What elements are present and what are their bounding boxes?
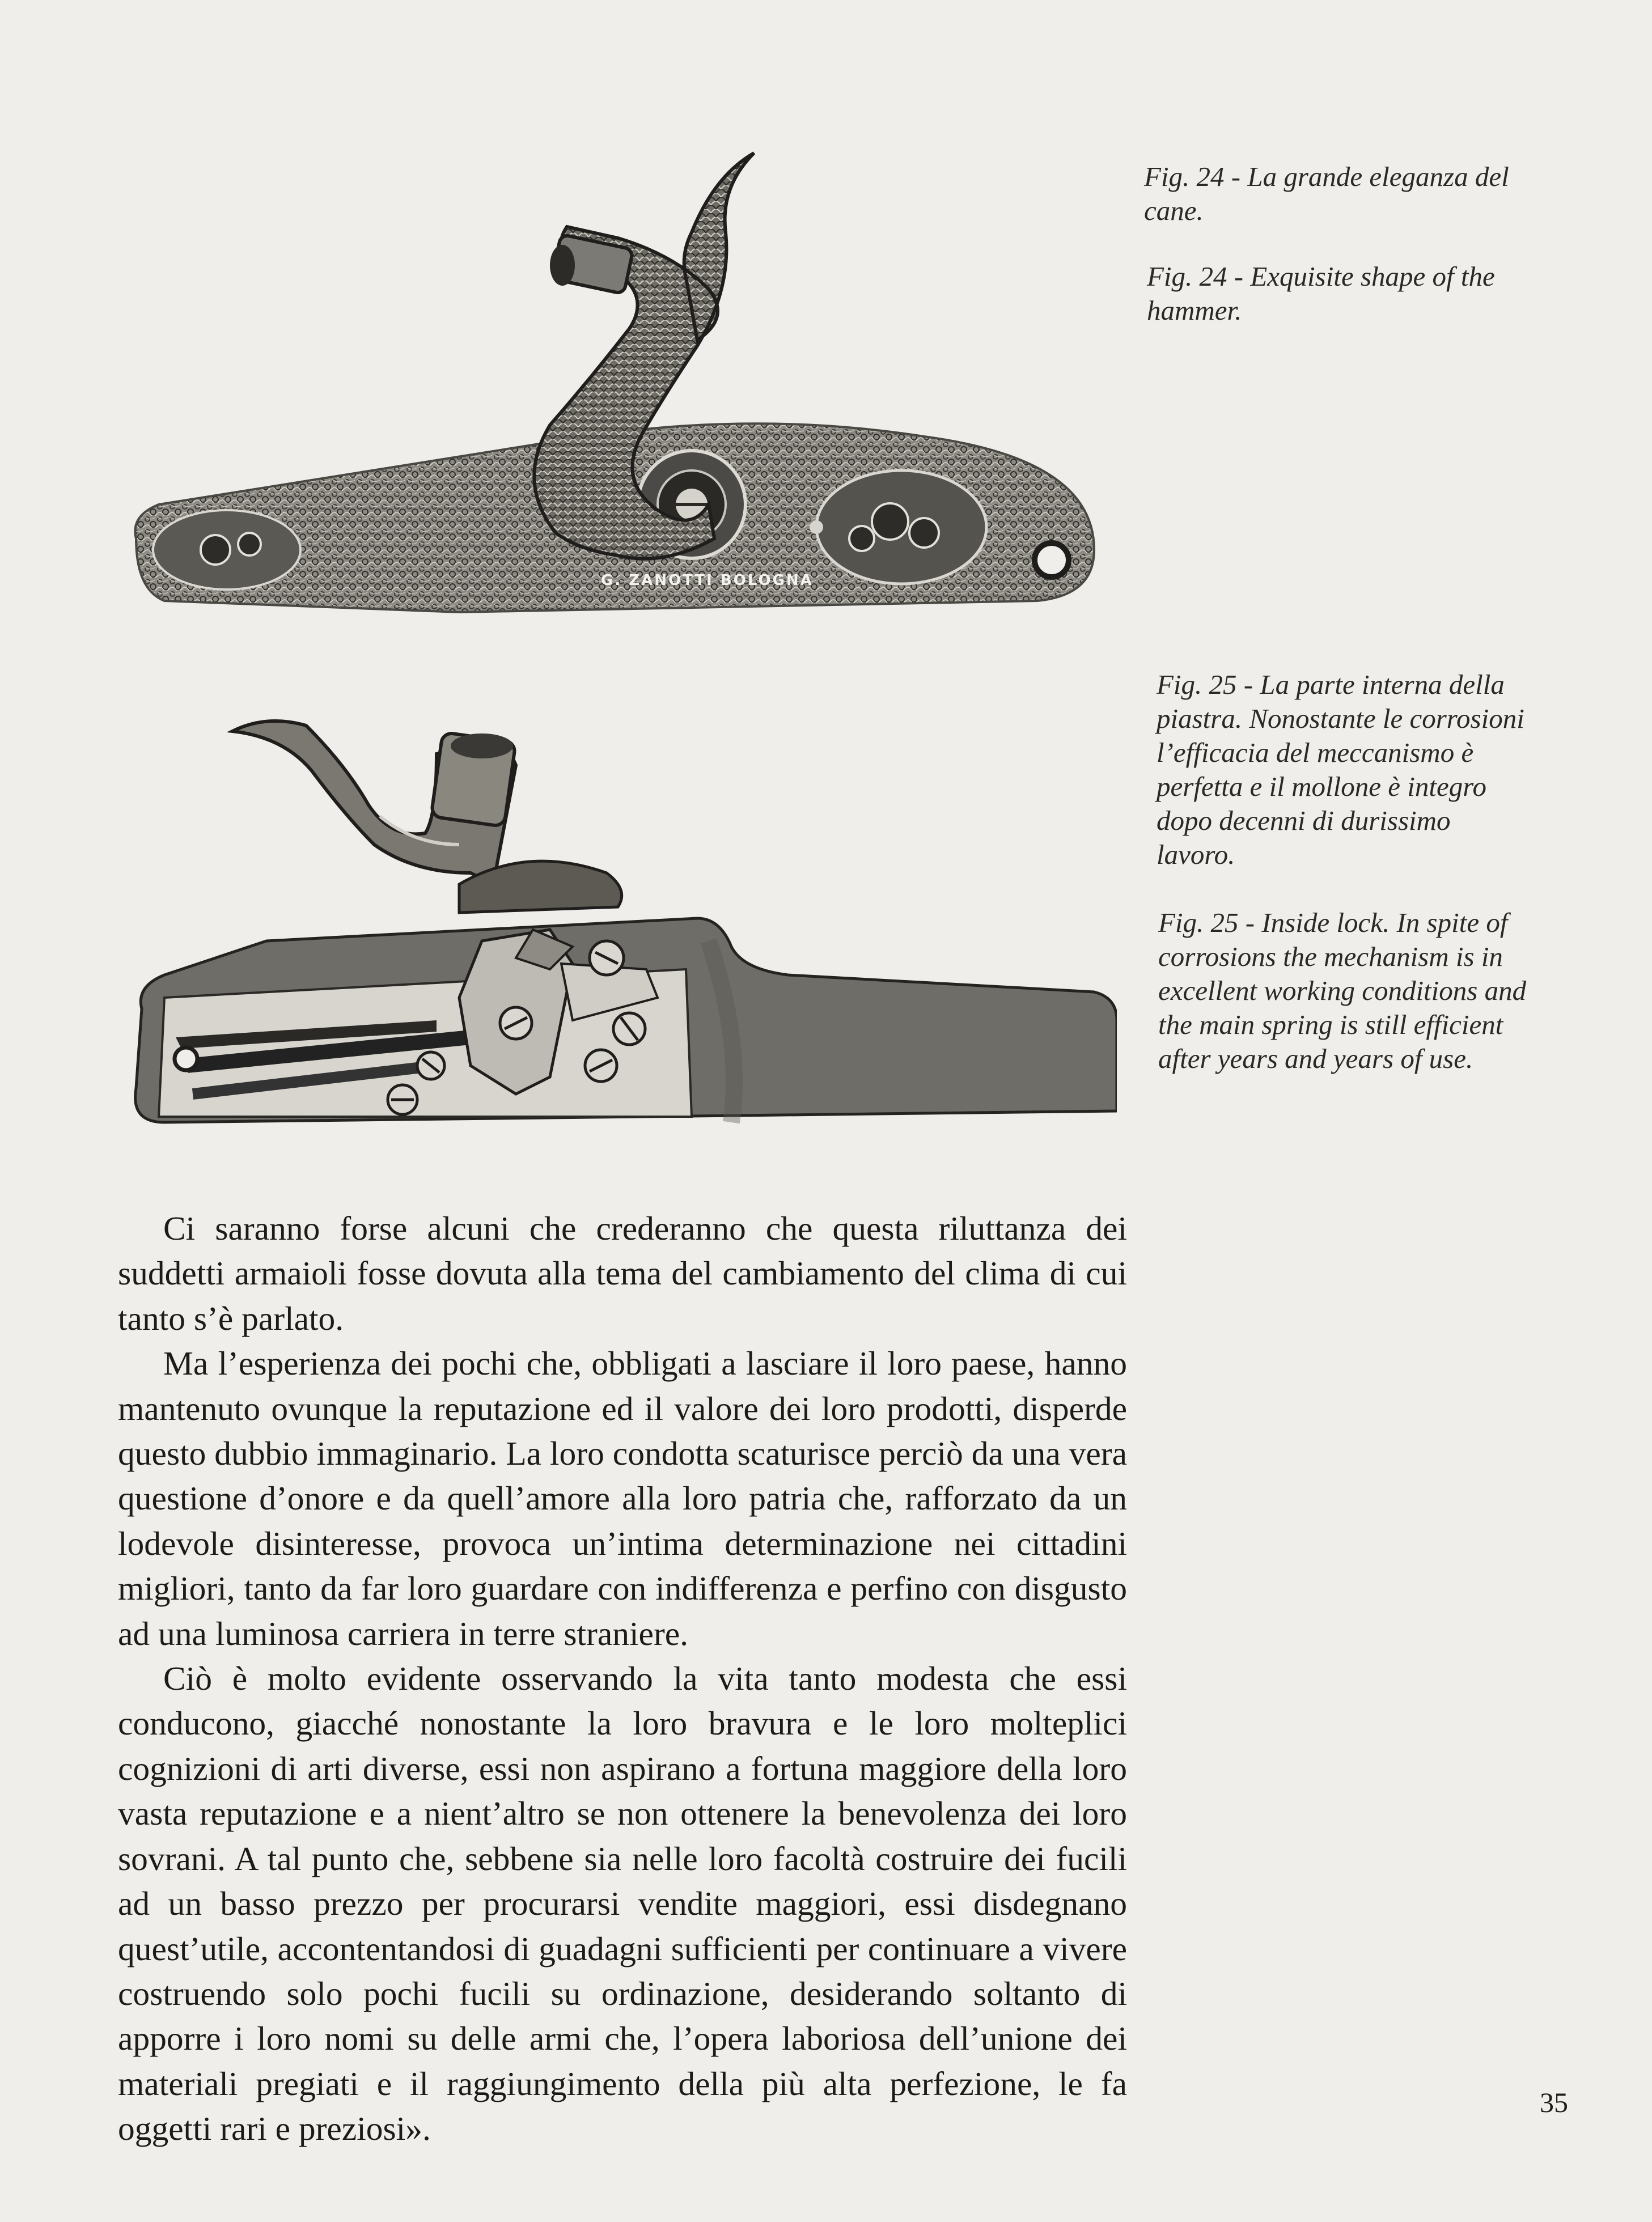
screw-hole	[175, 1048, 197, 1070]
paragraph: Ciò è molto evidente osservando la vita tanto modesta che essi conducono, giacché nonostante la loro bravura e le loro molteplici cognizioni di arti diverse, essi non aspirano a fortuna maggiore della loro vasta reputazione e a nient’altro se non ottenere la benevolenza dei loro sovrani. A tal punto che, sebbene sia nelle loro facoltà costruire dei fucili ad un basso prezzo per procurarsi vendite maggiori, essi disdegnano quest’utile, accontentandosi di guadagni sufficienti per continuare a vivere costruendo solo pochi fucili su ordinazione, desiderando soltanto di apporre i loro nomi su delle armi che, l’opera laboriosa dell’unione dei materiali pregiati e il raggiungimento della più alta perfezione, le fa oggetti rari e preziosi».	[118, 1660, 1127, 2148]
paragraph: Ma l’esperienza dei pochi che, obbligati a lasciare il loro paese, hanno mantenuto ovunque la reputazione ed il valore dei loro prodotti, disperde questo dubbio immaginario. La loro condotta scaturisce perciò da una vera questione d’onore e da quell’amore alla loro patria che, rafforzato da un lodevole disinteresse, provoca un’intima determinazione nei cittadini migliori, tanto da far loro guardare con indifferenza e perfino con disgusto ad una luminosa carriera in terre straniere.	[118, 1345, 1127, 1652]
screw-hole	[1035, 543, 1069, 577]
body-text	[118, 1206, 1127, 2152]
lock-plate-interior-image	[119, 703, 1117, 1134]
caption-fig25-italian: Fig. 25 - La parte interna della piastra. Nonostante le corrosioni l’efficacia del meccanismo è perfetta e il mollone è integro dopo decenni di durissimo lavoro.	[1157, 669, 1524, 870]
paragraph: Ci saranno forse alcuni che crederanno che questa riluttanza dei suddetti armaioli fosse dovuta alla tema del cambiamento del clima di cui tanto s’è parlato.	[118, 1210, 1127, 1337]
caption-fig25-english: Fig. 25 - Inside lock. In spite of corrosions the mechanism is in excellent working conditions and the main spring is still efficient after years and years of use.	[1158, 907, 1527, 1074]
figure-25-lock-interior	[119, 703, 1117, 1134]
caption-fig24-english: Fig. 24 - Exquisite shape of the hammer.	[1147, 261, 1495, 326]
caption-fig24-italian: Fig. 24 - La grande eleganza del cane.	[1144, 161, 1509, 226]
lock-plate-exterior-image	[119, 142, 1117, 629]
figure-24-lock-exterior	[119, 142, 1117, 629]
page-number: 35	[1540, 2087, 1568, 2118]
maker-engraving: G. ZANOTTI BOLOGNA	[601, 572, 814, 589]
